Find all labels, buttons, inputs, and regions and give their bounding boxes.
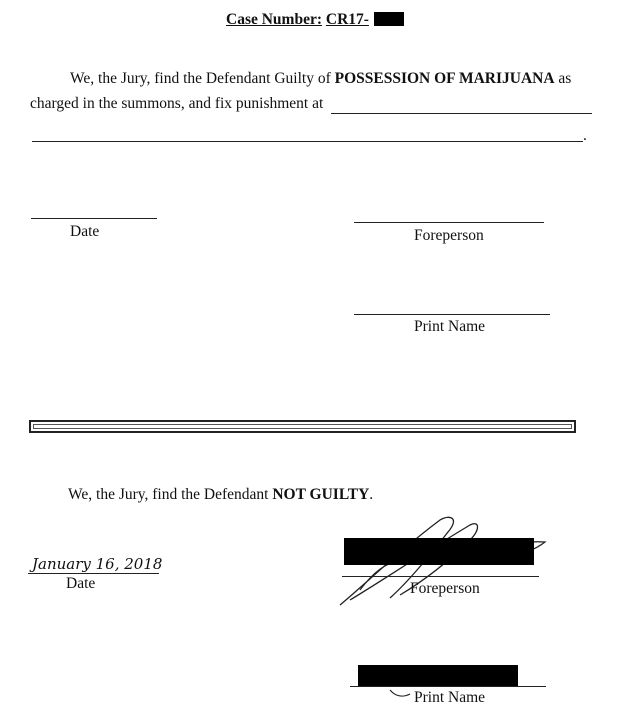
guilty-print-name-label: Print Name <box>414 318 486 335</box>
not-guilty-print-name-label: Print Name <box>414 689 486 706</box>
offense-tail: as <box>558 70 572 87</box>
guilty-verdict-intro: We, the Jury, find the Defendant Guilty of <box>70 70 331 87</box>
not-guilty-verdict-line <box>68 487 373 503</box>
guilty-foreperson-line <box>354 222 544 223</box>
case-number-value: CR17- <box>325 11 369 28</box>
not-guilty-print-name-line <box>350 686 546 687</box>
section-divider <box>29 420 576 433</box>
guilty-foreperson-label: Foreperson <box>414 227 484 244</box>
punishment-blank-line-2 <box>32 141 583 142</box>
case-number-label: Case Number: <box>226 11 322 28</box>
not-guilty-verdict: NOT GUILTY <box>272 486 370 503</box>
foreperson-signature-redaction <box>344 538 534 565</box>
not-guilty-foreperson-label: Foreperson <box>410 580 480 597</box>
punishment-blank-line-1 <box>331 113 592 114</box>
guilty-verdict-line2: charged in the summons, and fix punishment at <box>30 95 324 112</box>
not-guilty-date-label: Date <box>66 575 96 592</box>
not-guilty-end-period: . <box>369 486 374 503</box>
handwritten-date: January 16, 2018 <box>32 555 163 573</box>
guilty-print-name-line <box>354 314 550 315</box>
punishment-end-period: . <box>583 127 587 144</box>
guilty-date-line <box>31 218 157 219</box>
print-name-redaction <box>358 665 518 687</box>
case-number-heading <box>226 12 369 28</box>
guilty-verdict-line1 <box>70 71 571 87</box>
not-guilty-foreperson-line <box>342 576 539 577</box>
not-guilty-intro: We, the Jury, find the Defendant <box>68 486 269 503</box>
offense-name: POSSESSION OF MARIJUANA <box>334 70 555 87</box>
guilty-date-label: Date <box>70 223 100 240</box>
not-guilty-date-line <box>28 573 159 574</box>
case-number-redaction <box>374 12 404 26</box>
